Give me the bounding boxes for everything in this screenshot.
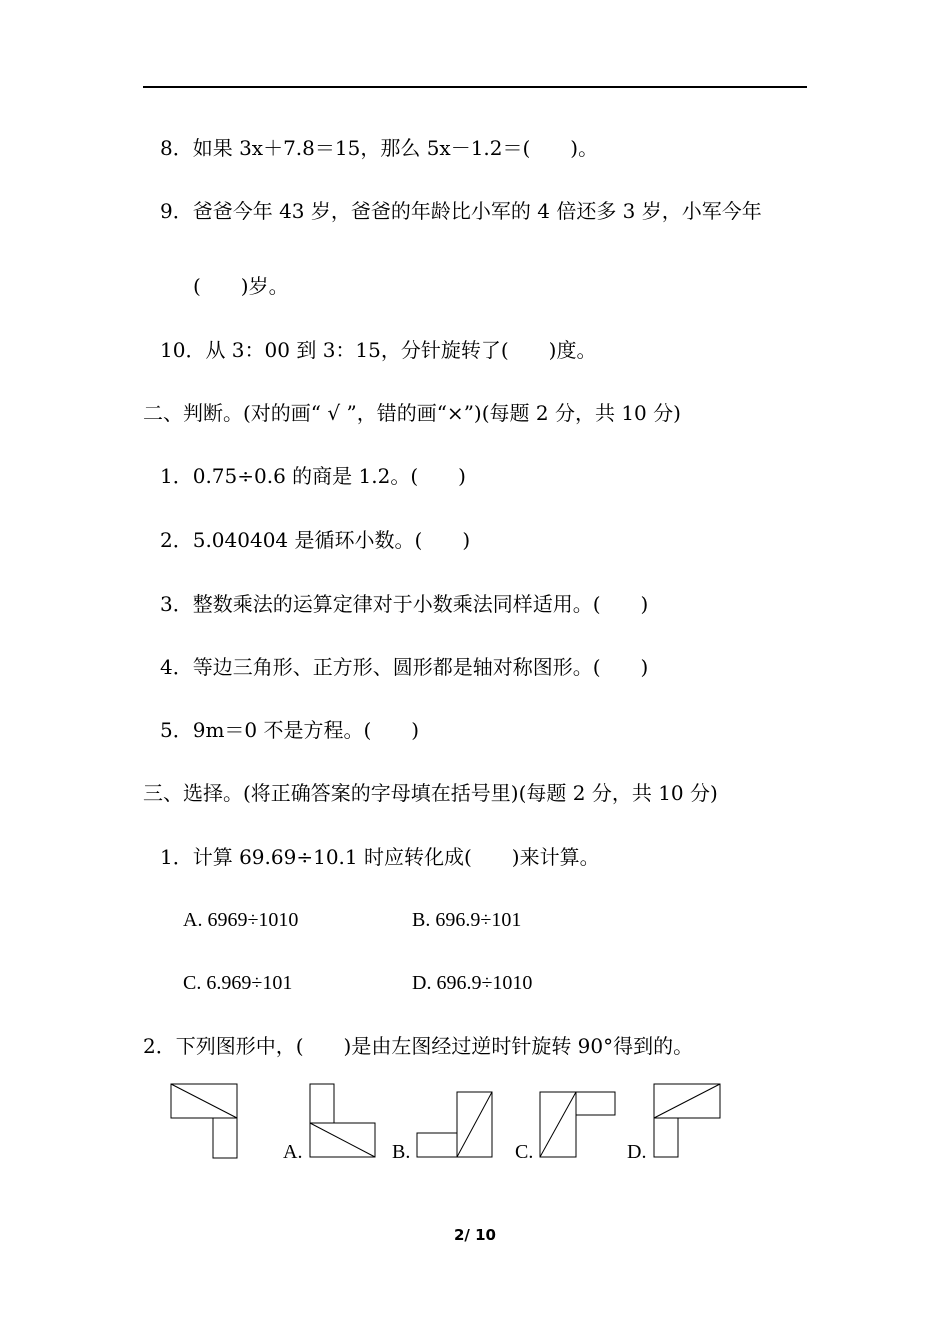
judge-item-3: 3．整数乘法的运算定律对于小数乘法同样适用。( ) xyxy=(160,592,649,616)
figure-option-c xyxy=(540,1092,615,1157)
choice-1-option-d: D. 696.9÷1010 xyxy=(412,972,533,994)
choice-1-stem: 1．计算 69.69÷10.1 时应转化成( )来计算。 xyxy=(160,845,600,869)
choice-1-option-a: A. 6969÷1010 xyxy=(183,909,299,931)
original-figure xyxy=(171,1084,237,1158)
choice-1-option-b: B. 696.9÷101 xyxy=(412,909,522,931)
question-9-line-1: 9．爸爸今年 43 岁，爸爸的年龄比小军的 4 倍还多 3 岁，小军今年 xyxy=(160,199,762,223)
question-8: 8．如果 3x＋7.8＝15，那么 5x－1.2＝( )。 xyxy=(160,136,599,160)
figure-label-b: B. xyxy=(392,1141,411,1163)
section-choice-heading: 三、选择。(将正确答案的字母填在括号里)(每题 2 分，共 10 分) xyxy=(143,781,718,805)
judge-item-1: 1．0.75÷0.6 的商是 1.2。( ) xyxy=(160,464,466,488)
judge-item-5: 5．9m＝0 不是方程。( ) xyxy=(160,718,420,742)
question-10: 10．从 3：00 到 3：15，分针旋转了( )度。 xyxy=(160,338,597,362)
figure-label-a: A. xyxy=(283,1141,303,1163)
question-9-line-2: ( )岁。 xyxy=(193,274,289,298)
section-judge-heading: 二、判断。(对的画“ √ ”，错的画“×”)(每题 2 分，共 10 分) xyxy=(143,401,681,425)
page-number: 2/ 10 xyxy=(453,1226,496,1244)
judge-item-2: 2．5.040404 是循环小数。( ) xyxy=(160,528,471,552)
choice-2-stem: 2．下列图形中，( )是由左图经过逆时针旋转 90°得到的。 xyxy=(143,1034,694,1058)
header-rule xyxy=(143,86,807,88)
rotation-figures-drawing xyxy=(0,1075,950,1170)
figure-option-a xyxy=(310,1084,375,1157)
figure-option-d xyxy=(654,1084,720,1157)
choice-1-option-c: C. 6.969÷101 xyxy=(183,972,293,994)
figure-label-c: C. xyxy=(515,1141,534,1163)
judge-item-4: 4．等边三角形、正方形、圆形都是轴对称图形。( ) xyxy=(160,655,649,679)
rotation-figures xyxy=(0,1075,950,1170)
figure-option-b xyxy=(417,1092,492,1157)
figure-label-d: D. xyxy=(627,1141,647,1163)
